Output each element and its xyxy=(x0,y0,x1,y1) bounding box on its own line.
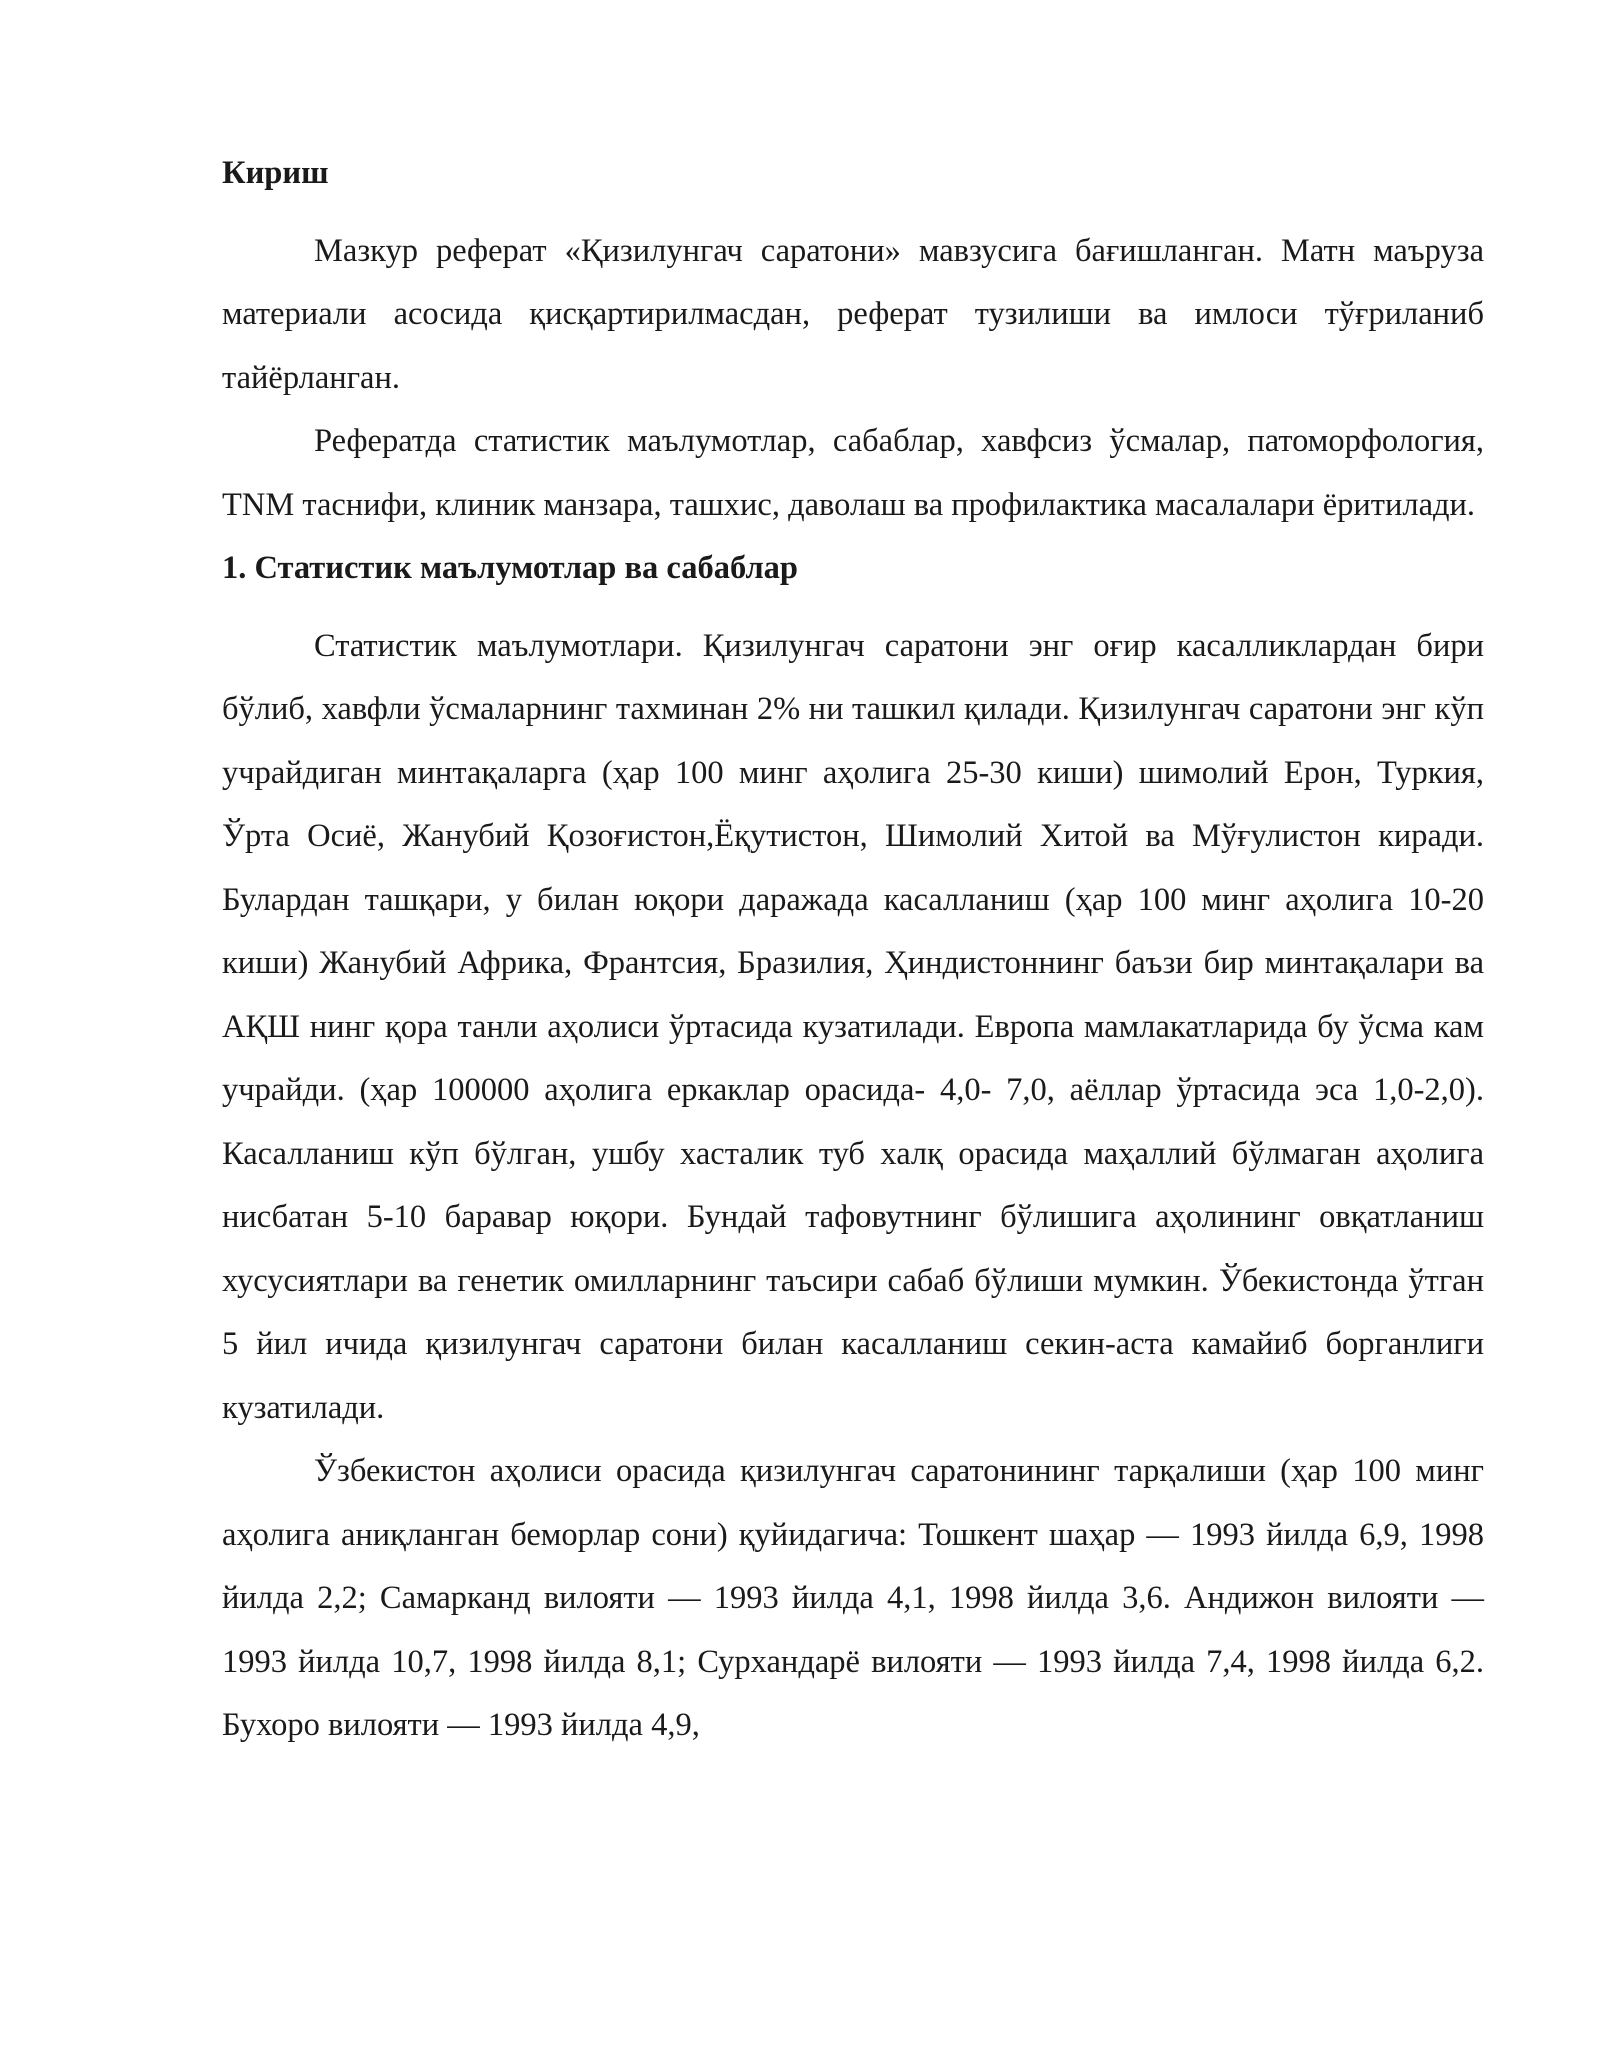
document-body xyxy=(222,142,1484,1758)
section-1-paragraph-1: Статистик маълумотлари. Қизилунгач саратони энг оғир касалликлардан бири бўлиб, хавфли ўсмаларнинг тахминан 2% ни ташкил қилади. Қизилунгач саратони энг кўп учрайдиган минтақаларга (ҳар 100 минг аҳолига 25-30 киши) шимолий Ерон, Туркия, Ўрта Осиё, Жанубий Қозоғистон,Ёқутистон, Шимолий Хитой ва Мўғулистон киради. Булардан ташқари, у билан юқори даражада касалланиш (ҳар 100 минг аҳолига 10-20 киши) Жанубий Африка, Франтсия, Бразилия, Ҳиндистоннинг баъзи бир минтақалари ва АҚШ нинг қора танли аҳолиси ўртасида кузатилади. Европа мамлакатларида бу ўсма кам учрайди. (ҳар 100000 аҳолига еркаклар орасида- 4,0- 7,0, аёллар ўртасида эса 1,0-2,0). Касалланиш кўп бўлган, ушбу хасталик туб халқ орасида маҳаллий бўлмаган аҳолига нисбатан 5-10 баравар юқори. Бундай тафовутнинг бўлишига аҳолининг овқатланиш хусусиятлари ва генетик омилларнинг таъсири сабаб бўлиши мумкин. Ўбекистонда ўтган 5 йил ичида қизилунгач саратони билан касалланиш секин-аста камайиб борганлиги кузатилади. xyxy=(222,627,1484,1426)
section-1-heading: 1. Статистик маълумотлар ва сабаблар xyxy=(222,550,799,586)
intro-paragraph-2: Рефератда статистик маълумотлар, сабаблар, хавфсиз ўсмалар, патоморфология, TNM таснифи, клиник манзара, ташхис, даволаш ва профилактика масалалари ёритилади. xyxy=(222,423,1484,523)
intro-paragraph-1: Мазкур реферат «Қизилунгач саратони» мавзусига бағишланган. Матн маъруза материали асосида қисқартирилмасдан, реферат тузилиши ва имлоси тўғриланиб тайёрланган. xyxy=(222,232,1484,396)
section-1-paragraph-2: Ўзбекистон аҳолиси орасида қизилунгач саратонининг тарқалиши (ҳар 100 минг аҳолига аниқланган беморлар сони) қуйидагича: Тошкент шаҳар — 1993 йилда 6,9, 1998 йилда 2,2; Самарканд вилояти — 1993 йилда 4,1, 1998 йилда 3,6. Андижон вилояти — 1993 йилда 10,7, 1998 йилда 8,1; Сурхандарё вилояти — 1993 йилда 7,4, 1998 йилда 6,2. Бухоро вилояти — 1993 йилда 4,9, xyxy=(222,1453,1484,1743)
heading-intro: Кириш xyxy=(222,155,329,191)
